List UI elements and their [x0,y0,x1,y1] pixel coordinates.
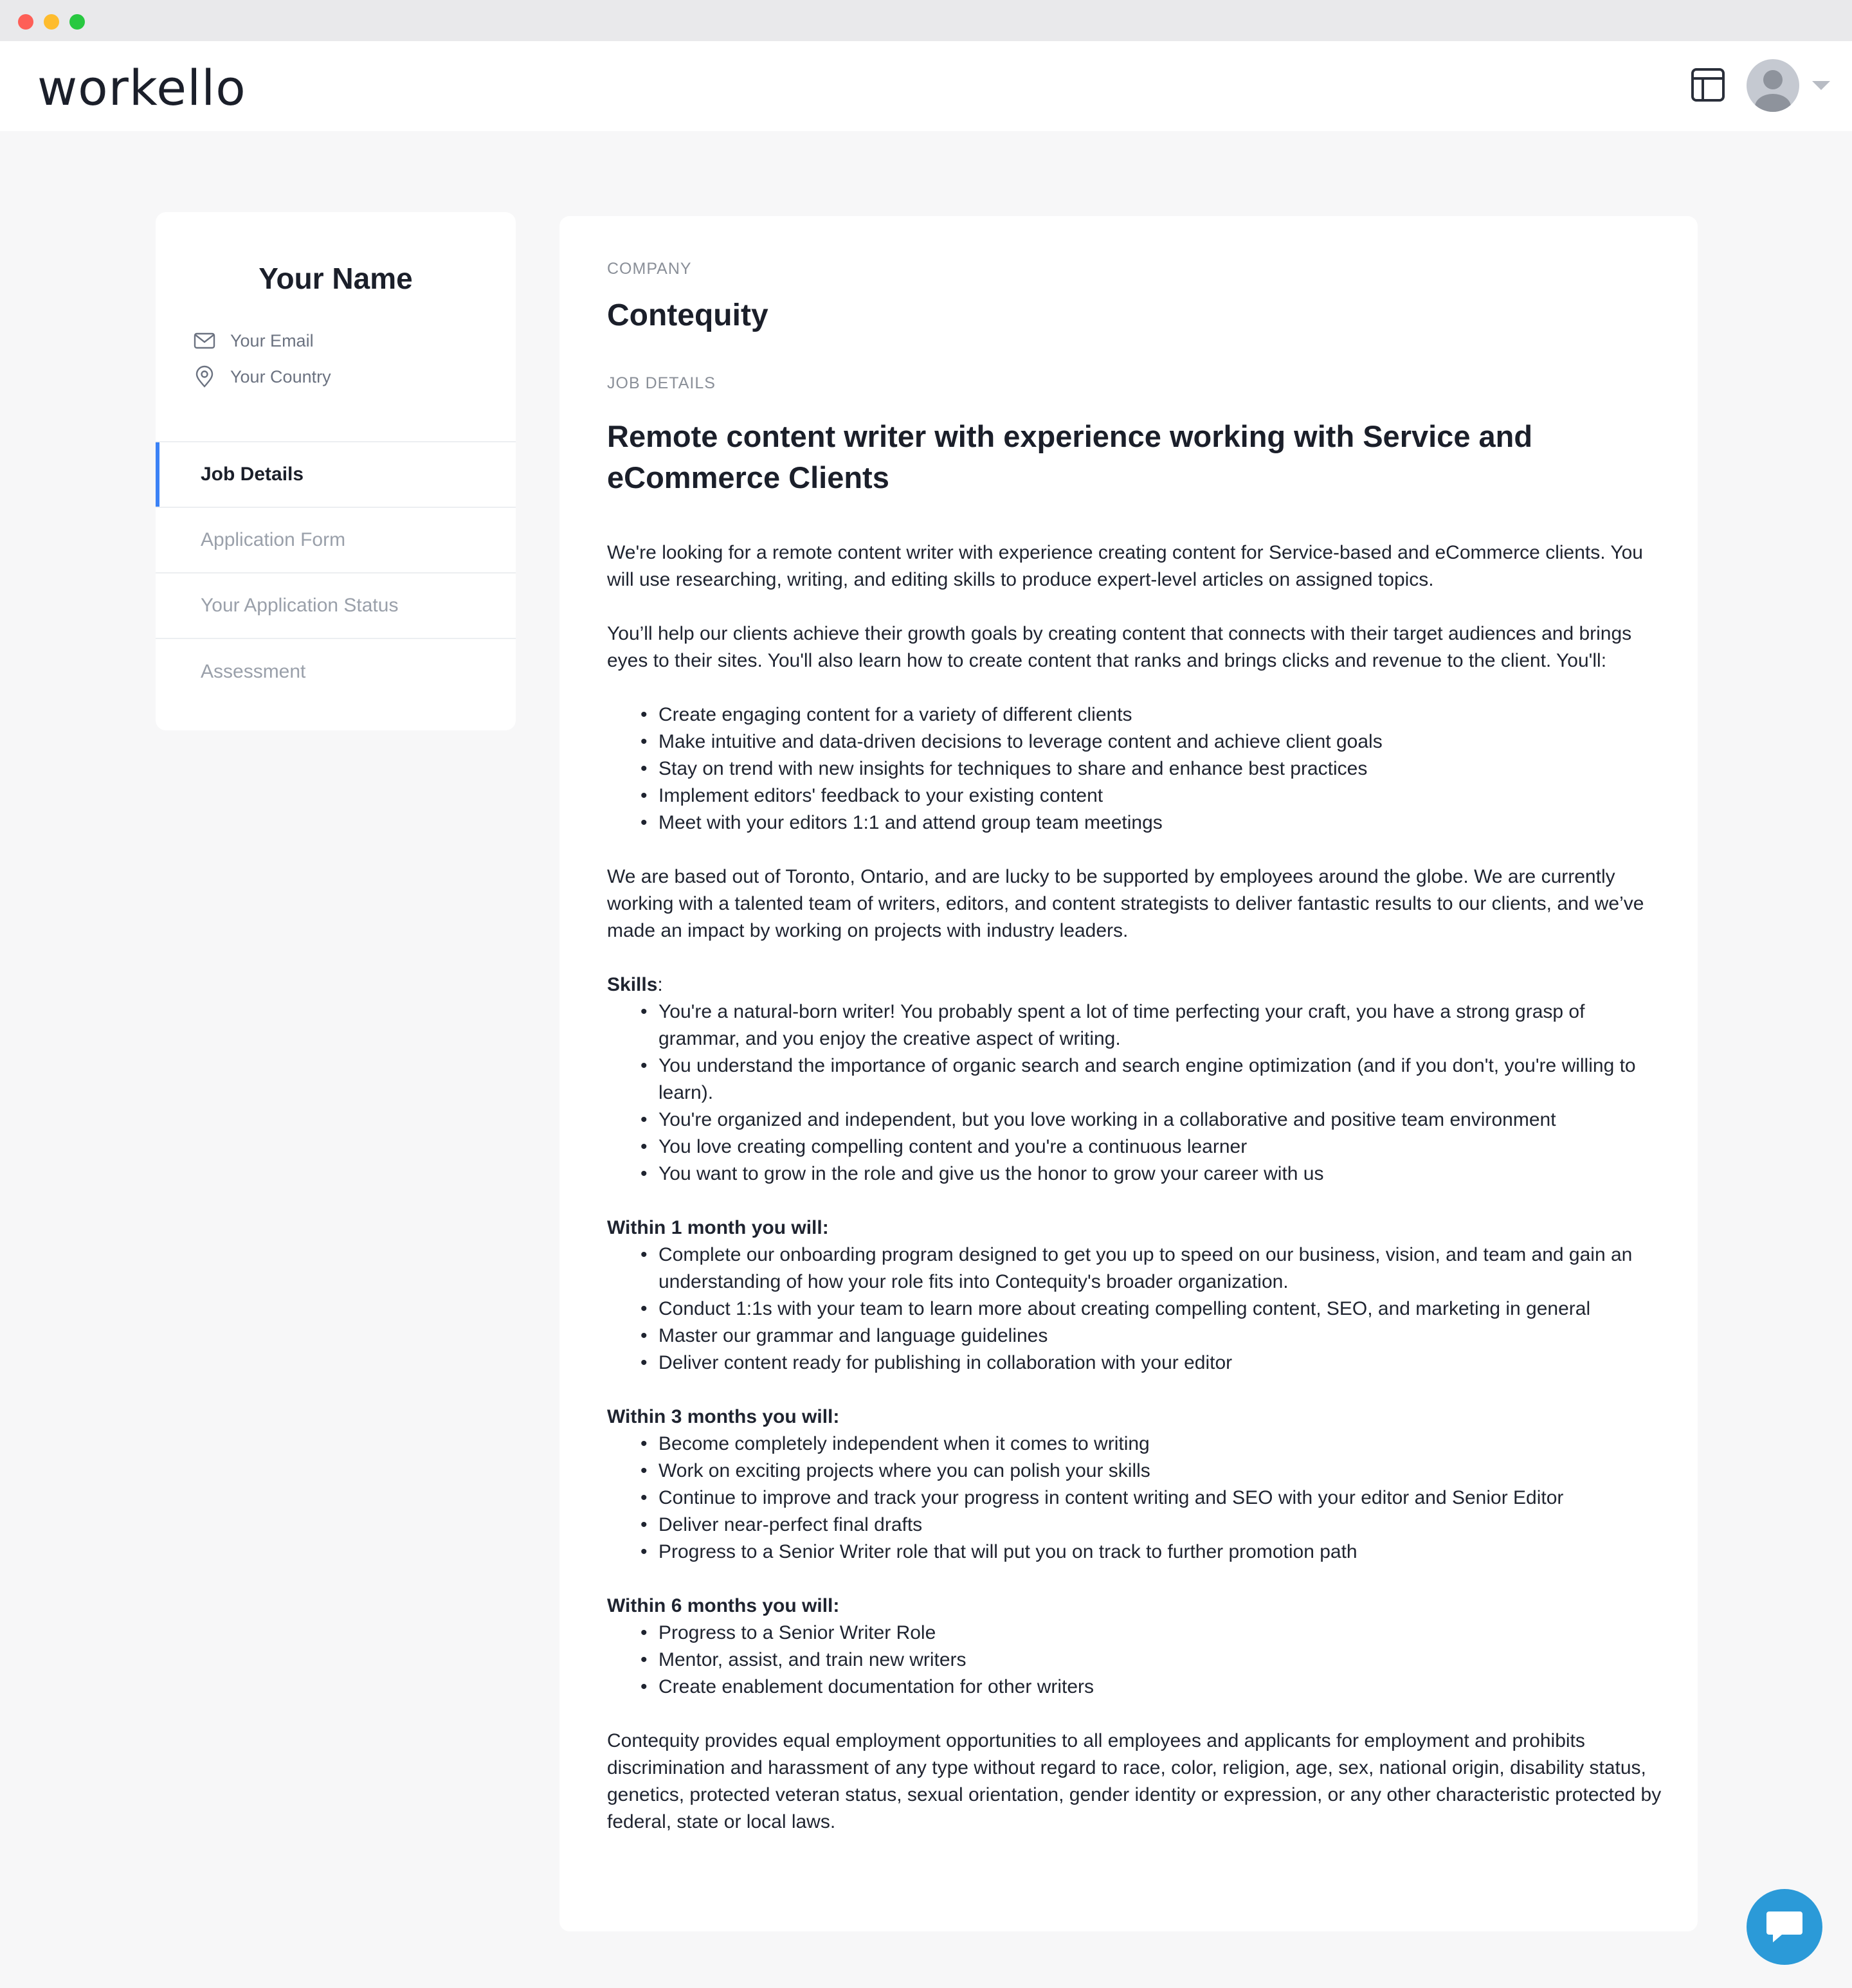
app-header [0,41,1852,131]
job-intro-paragraph: You’ll help our clients achieve their growth goals by creating content that connects with their target audiences and brings eyes to their sites. You'll also learn how to create content that ranks and brings clicks and revenue to the client. You'll: [607,623,1632,671]
sidebar-item-application-status[interactable]: Your Application Status [156,574,516,639]
list-item: • Make intuitive and data-driven decisions to leverage content and achieve client goals [607,728,1662,755]
sidebar-nav [156,441,516,705]
list-item: • You're a natural-born writer! You probably spent a lot of time perfecting your craft, you have a strong grasp of grammar, and you enjoy the creative aspect of writing. [607,999,1662,1053]
window-close-icon[interactable] [18,14,33,30]
profile-sidebar [156,212,516,730]
month1-list [607,1242,1662,1377]
list-item: • You love creating compelling content and you're a continuous learner [607,1134,1662,1161]
list-item: • Master our grammar and language guidelines [607,1323,1662,1350]
list-item: • Create engaging content for a variety of different clients [607,701,1662,728]
profile-name: Your Name [259,262,413,295]
list-item: • Continue to improve and track your progress in content writing and SEO with your editor and Senior Editor [607,1485,1662,1512]
user-avatar-icon[interactable] [1747,59,1799,112]
eeo-statement: Contequity provides equal employment opportunities to all employees and applicants for employment and prohibits discrimination and harassment of any type without regard to race, color, religion, age, sex, national origin, disability status, genetics, protected veteran status, sexual orientation, gender identity or expression, or any other characteristic protected by federal, state or local laws. [607,1730,1662,1832]
list-item: • Stay on trend with new insights for techniques to share and enhance best practices [607,755,1662,782]
list-item: • Progress to a Senior Writer role that will put you on track to further promotion path [607,1539,1662,1566]
company-label: COMPANY [607,260,692,278]
list-item: • Meet with your editors 1:1 and attend group team meetings [607,809,1662,836]
profile-email-text: Your Email [230,330,314,350]
profile-country [193,364,331,390]
chat-bubble-icon[interactable] [1747,1889,1822,1965]
month3-heading: Within 3 months you will: [607,1406,840,1427]
job-intro-paragraph: We're looking for a remote content writer with experience creating content for Service-based and eCommerce clients. You will use researching, writing, and editing skills to produce expert-level articles on assigned topics. [607,542,1643,590]
list-item: • You understand the importance of organic search and search engine optimization (and if you don't, you're willing to learn). [607,1053,1662,1107]
profile-country-text: Your Country [230,366,331,386]
list-item: • You want to grow in the role and give us the honor to grow your career with us [607,1161,1662,1188]
chevron-down-icon[interactable] [1812,81,1830,90]
list-item: • Progress to a Senior Writer Role [607,1620,1662,1647]
window-minimize-icon[interactable] [44,14,59,30]
list-item: • Create enablement documentation for other writers [607,1674,1662,1701]
month6-list [607,1620,1662,1701]
list-item: • Conduct 1:1s with your team to learn more about creating compelling content, SEO, and marketing in general [607,1296,1662,1323]
sidebar-item-application-form[interactable]: Application Form [156,508,516,574]
list-item: • Deliver near-perfect final drafts [607,1512,1662,1539]
skills-heading: Skills: [607,974,663,995]
list-item: • Mentor, assist, and train new writers [607,1647,1662,1674]
list-item: • Implement editors' feedback to your existing content [607,782,1662,809]
list-item: • Complete our onboarding program designed to get you up to speed on our business, vision, and team and gain an understanding of how your role fits into Contequity's broader organization. [607,1242,1662,1296]
sidebar-item-job-details[interactable]: Job Details [156,442,516,508]
profile-email [193,328,314,354]
responsibilities-list [607,701,1662,836]
job-details-panel [559,216,1698,1931]
job-details-label: JOB DETAILS [607,374,716,392]
job-description [607,539,1662,1836]
about-paragraph: We are based out of Toronto, Ontario, and are lucky to be supported by employees around the globe. We are currently working with a talented team of writers, editors, and content strategists to deliver fantastic results to our clients, and we’ve made an impact by working on projects with industry leaders. [607,866,1644,941]
sidebar-item-assessment[interactable]: Assessment [201,661,306,682]
month1-heading: Within 1 month you will: [607,1217,829,1238]
list-item: • Deliver content ready for publishing in collaboration with your editor [607,1350,1662,1377]
window-maximize-icon[interactable] [69,14,85,30]
layout-icon[interactable] [1690,67,1726,103]
list-item: • Work on exciting projects where you can polish your skills [607,1458,1662,1485]
location-pin-icon [193,365,216,388]
month3-list [607,1431,1662,1566]
list-item: • You're organized and independent, but you love working in a collaborative and positive team environment [607,1107,1662,1134]
mail-icon [193,329,216,352]
job-title: Remote content writer with experience working with Service and eCommerce Clients [607,419,1533,494]
brand-logo[interactable]: workello [37,59,246,116]
window-titlebar [0,0,1852,41]
list-item: • Become completely independent when it comes to writing [607,1431,1662,1458]
month6-heading: Within 6 months you will: [607,1595,840,1616]
skills-list [607,999,1662,1188]
company-name: Contequity [607,298,768,332]
